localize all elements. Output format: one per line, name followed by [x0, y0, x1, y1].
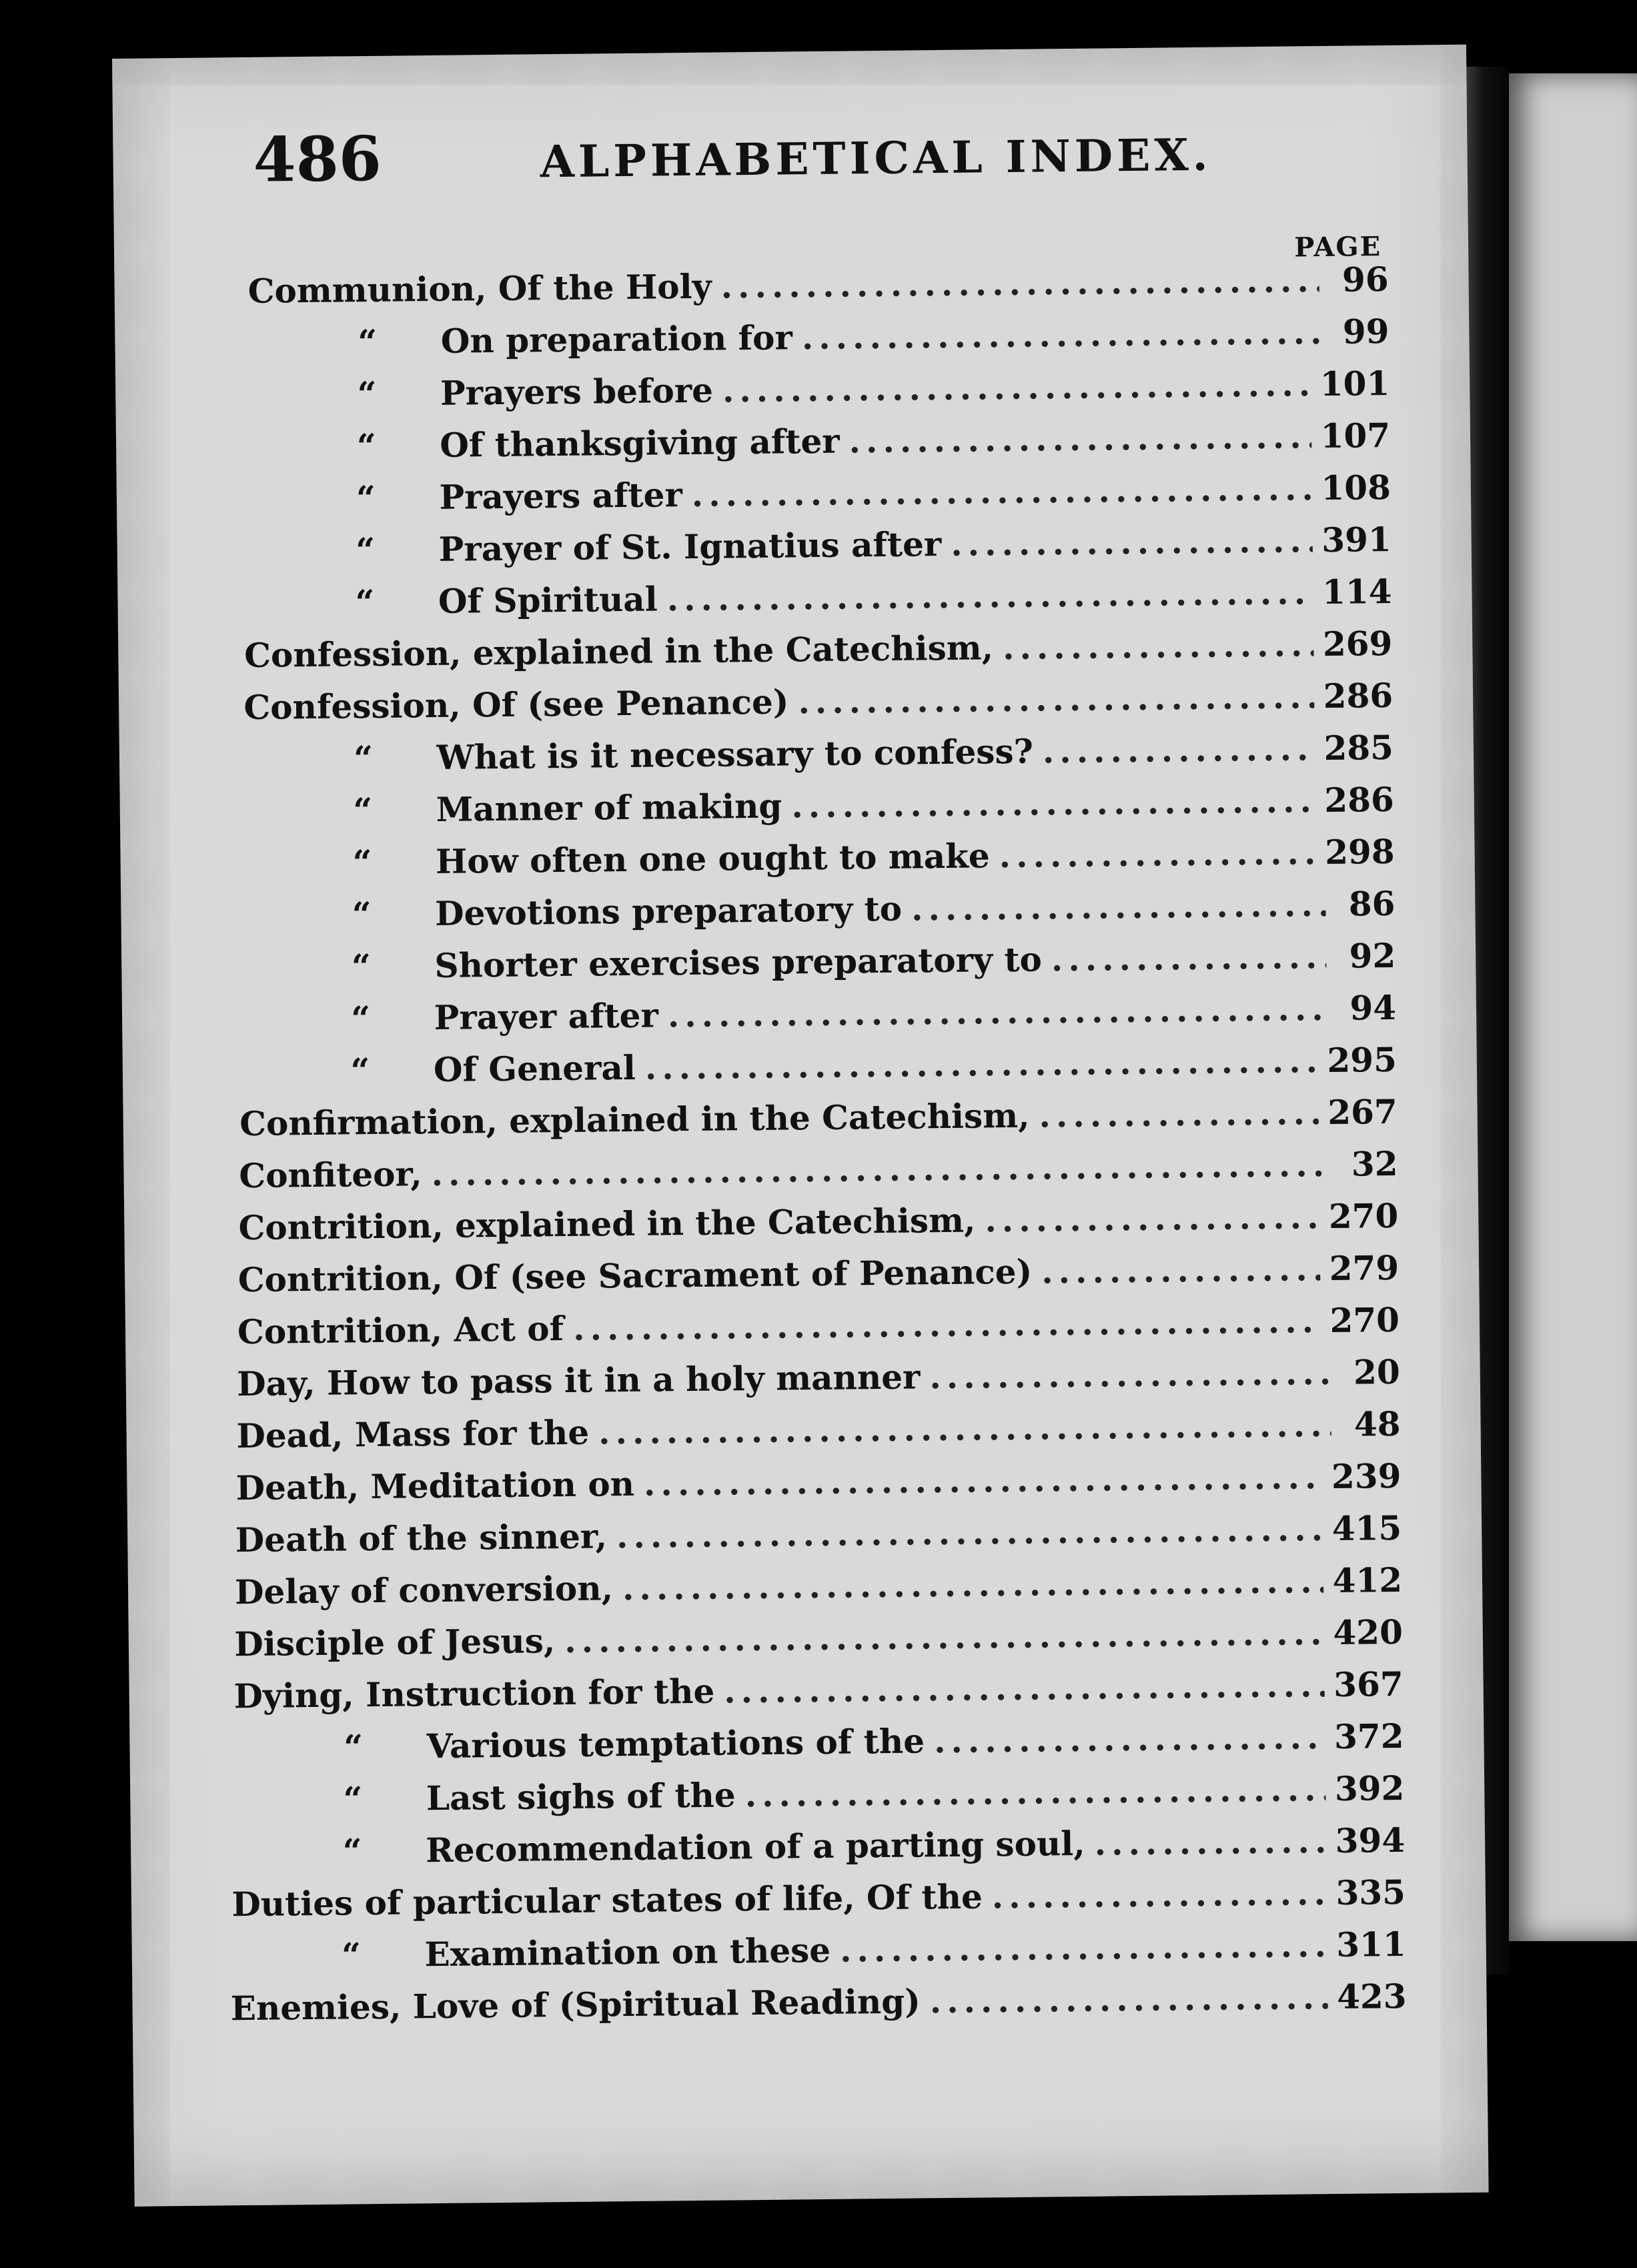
index-entries: [230, 253, 1407, 2035]
index-page: [112, 45, 1489, 2207]
entry-label: Last sighs of the: [426, 1775, 736, 1818]
ditto-mark: “: [355, 582, 375, 622]
entry-page-number: 114: [1321, 571, 1392, 612]
dot-leader: [644, 1035, 1317, 1094]
entry-page-number: 269: [1322, 623, 1393, 664]
dot-leader: [722, 358, 1311, 416]
entry-label: Death, Meditation on: [235, 1464, 635, 1508]
ditto-mark: “: [342, 1831, 362, 1871]
dot-leader: [691, 462, 1312, 521]
dot-leader: [1041, 1243, 1320, 1297]
entry-page-number: 94: [1349, 987, 1397, 1028]
entry-label: Dead, Mass for the: [236, 1412, 590, 1456]
entry-page-number: 420: [1333, 1612, 1404, 1652]
entry-page-number: 423: [1336, 1976, 1407, 2017]
entry-page-number: 32: [1351, 1143, 1398, 1184]
dot-leader: [791, 774, 1315, 832]
entry-page-number: 286: [1324, 779, 1395, 820]
dot-leader: [840, 1919, 1327, 1976]
entry-page-number: 279: [1329, 1247, 1400, 1288]
ditto-mark: “: [352, 895, 372, 935]
entry-label: Contrition, Of (see Sacrament of Penance): [237, 1251, 1033, 1300]
entry-page-number: 20: [1353, 1351, 1401, 1392]
ditto-mark: “: [344, 1727, 364, 1767]
ditto-mark: “: [356, 478, 376, 518]
entry-label: Of Spiritual: [438, 579, 658, 621]
ditto-mark: “: [356, 426, 376, 466]
entry-page-number: 412: [1332, 1560, 1403, 1600]
entry-label: How often one ought to make: [435, 836, 990, 881]
dot-leader: [801, 306, 1319, 364]
entry-label: Dying, Instruction for the: [233, 1671, 715, 1716]
entry-page-number: 101: [1319, 363, 1390, 404]
ditto-mark: “: [343, 1779, 363, 1819]
entry-label: Of General: [433, 1047, 636, 1090]
dot-leader: [911, 879, 1326, 935]
page-column-heading: PAGE: [1293, 231, 1382, 263]
dot-leader: [951, 514, 1313, 570]
dot-leader: [744, 1763, 1325, 1821]
entry-label: Day, How to pass it in a holy manner: [236, 1357, 921, 1404]
entry-label: Various temptations of the: [426, 1721, 925, 1766]
dot-leader: [644, 1451, 1323, 1510]
entry-label: Devotions preparatory to: [434, 889, 903, 933]
dot-leader: [598, 1399, 1331, 1458]
entry-label: Prayers after: [439, 475, 683, 517]
dot-leader: [929, 1347, 1331, 1403]
entry-page-number: 86: [1348, 883, 1396, 924]
entry-page-number: 367: [1333, 1664, 1404, 1704]
dot-leader: [666, 566, 1313, 625]
entry-label: Prayer after: [434, 995, 659, 1038]
dot-leader: [720, 254, 1319, 312]
running-title: ALPHABETICAL INDEX.: [540, 128, 1212, 188]
dot-leader: [1042, 722, 1315, 777]
dot-leader: [724, 1659, 1325, 1717]
entry-page-number: 391: [1321, 519, 1392, 560]
dot-leader: [622, 1555, 1323, 1614]
ditto-mark: “: [353, 738, 374, 778]
page-header: [253, 112, 1388, 204]
ditto-mark: “: [352, 842, 372, 883]
ditto-mark: “: [353, 790, 373, 830]
entry-label: Death of the sinner,: [235, 1516, 608, 1560]
entry-page-number: 286: [1323, 675, 1394, 716]
dot-leader: [929, 1971, 1327, 2027]
entry-page-number: 311: [1336, 1924, 1407, 1964]
dot-leader: [798, 670, 1314, 728]
entry-label: What is it necessary to confess?: [436, 731, 1034, 777]
entry-label: Confession, Of (see Penance): [243, 682, 789, 727]
entry-label: Communion, Of the Holy: [247, 266, 712, 311]
entry-page-number: 239: [1331, 1456, 1402, 1496]
ditto-mark: “: [356, 530, 376, 570]
dot-leader: [564, 1607, 1324, 1667]
dot-leader: [999, 826, 1315, 882]
entry-page-number: 48: [1353, 1403, 1401, 1444]
entry-label: Manner of making: [436, 786, 782, 829]
dot-leader: [1094, 1815, 1326, 1870]
ditto-mark: “: [358, 322, 378, 362]
entry-page-number: 372: [1333, 1716, 1404, 1756]
entry-page-number: 92: [1349, 935, 1396, 976]
dot-leader: [1039, 1087, 1319, 1141]
entry-page-number: 285: [1323, 727, 1394, 768]
dot-leader: [573, 1295, 1321, 1355]
dot-leader: [849, 410, 1311, 467]
entry-page-number: 392: [1334, 1768, 1405, 1808]
entry-page-number: 107: [1320, 415, 1391, 456]
entry-label: Recommendation of a parting soul,: [425, 1823, 1085, 1870]
entry-page-number: 270: [1329, 1299, 1400, 1340]
entry-label: Shorter exercises preparatory to: [434, 939, 1043, 986]
ditto-mark: “: [357, 374, 377, 414]
dot-leader: [985, 1191, 1319, 1246]
entry-page-number: 415: [1331, 1508, 1402, 1548]
entry-page-number: 298: [1324, 831, 1395, 873]
entry-label: Contrition, Act of: [237, 1309, 564, 1352]
entry-label: Prayer of St. Ignatius after: [438, 524, 942, 569]
ditto-mark: “: [341, 1935, 362, 1975]
entry-label: Disciple of Jesus,: [233, 1621, 556, 1664]
entry-page-number: 295: [1327, 1039, 1398, 1081]
entry-label: Contrition, explained in the Catechism,: [238, 1200, 976, 1248]
entry-label: Enemies, Love of (Spiritual Reading): [230, 1981, 921, 2029]
entry-page-number: 267: [1327, 1091, 1398, 1133]
dot-leader: [431, 1139, 1329, 1200]
page-number: 486: [253, 122, 382, 196]
dot-leader: [667, 983, 1327, 1041]
dot-leader: [934, 1711, 1325, 1767]
dot-leader: [1003, 618, 1314, 674]
entry-label: Confession, explained in the Catechism,: [243, 628, 994, 675]
facing-page-edge: [1509, 73, 1637, 1941]
entry-label: Of thanksgiving after: [439, 421, 840, 465]
dot-leader: [991, 1867, 1327, 1922]
ditto-mark: “: [350, 1051, 370, 1091]
entry-page-number: 335: [1335, 1872, 1406, 1912]
ditto-mark: “: [350, 999, 371, 1039]
dot-leader: [1051, 931, 1326, 985]
entry-page-number: 108: [1321, 467, 1392, 508]
entry-page-number: 394: [1335, 1820, 1406, 1860]
ditto-mark: “: [351, 947, 372, 987]
entry-page-number: 99: [1342, 311, 1390, 352]
entry-label: Prayers before: [440, 370, 714, 413]
entry-page-number: 270: [1328, 1195, 1399, 1236]
entry-label: Duties of particular states of life, Of the: [231, 1876, 983, 1924]
dot-leader: [616, 1503, 1323, 1562]
entry-label: Examination on these: [424, 1930, 831, 1974]
entry-label: Confirmation, explained in the Catechism,: [239, 1095, 1030, 1144]
entry-label: On preparation for: [440, 318, 793, 361]
entry-page-number: 96: [1341, 259, 1389, 300]
entry-label: Delay of conversion,: [234, 1568, 614, 1612]
entry-label: Confiteor,: [239, 1154, 422, 1196]
